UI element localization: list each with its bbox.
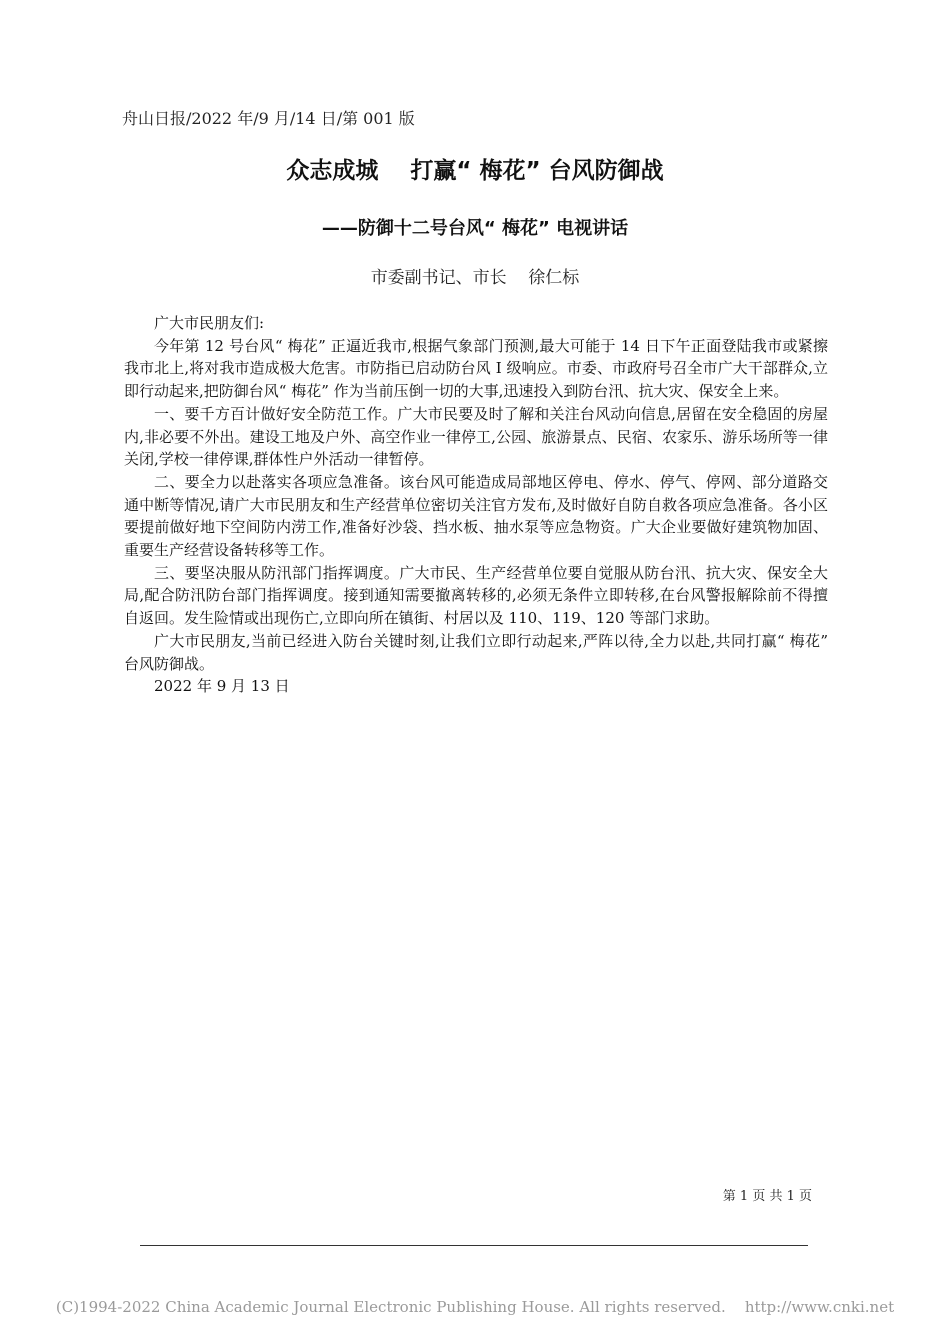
article-body [124,312,828,698]
article-author: 市委副书记、市长 徐仁标 [370,268,580,288]
copyright-notice: (C)1994-2022 China Academic Journal Electronic Publishing House. All rights reserved. http://www.cnki.net [55,1298,895,1316]
body-paragraph: 二、要全力以赴落实各项应急准备。该台风可能造成局部地区停电、停水、停气、停网、部分道路交通中断等情况,请广大市民朋友和生产经营单位密切关注官方发布,及时做好自防自救各项应急准备。各小区要提前做好地下空间防内涝工作,准备好沙袋、挡水板、抽水泵等应急物资。广大企业要做好建筑物加固、重要生产经营设备转移等工作。 [124,472,828,560]
footer-divider [140,1245,808,1246]
article-title: 众志成城 打赢“ 梅花” 台风防御战 [286,158,664,184]
source-line: 舟山日报/2022 年/9 月/14 日/第 001 版 [122,109,415,128]
body-paragraph: 今年第 12 号台风“ 梅花” 正逼近我市,根据气象部门预测,最大可能于 14 日下午正面登陆我市或紧擦我市北上,将对我市造成极大危害。市防指已启动防台风 I 级响应。市委、市政府号召全市广大干部群众,立即行动起来,把防御台风“ 梅花” 作为当前压倒一切的大事,迅速投入到防台汛、抗大灾、保安全上来。 [124,336,828,401]
page-number: 第 1 页 共 1 页 [722,1189,812,1204]
body-paragraph: 一、要千方百计做好安全防范工作。广大市民要及时了解和关注台风动向信息,居留在安全稳固的房屋内,非必要不外出。建设工地及户外、高空作业一律停工,公园、旅游景点、民宿、农家乐、游乐场所等一律关闭,学校一律停课,群体性户外活动一律暂停。 [124,404,828,469]
body-paragraph: 广大市民朋友,当前已经进入防台关键时刻,让我们立即行动起来,严阵以待,全力以赴,共同打赢“ 梅花” 台风防御战。 [124,631,828,673]
salutation: 广大市民朋友们: [154,314,265,332]
body-paragraph: 三、要坚决服从防汛部门指挥调度。广大市民、生产经营单位要自觉服从防台汛、抗大灾、保安全大局,配合防汛防台部门指挥调度。接到通知需要撤离转移的,必须无条件立即转移,在台风警报解除前不得擅自返回。发生险情或出现伤亡,立即向所在镇街、村居以及 110、119、120 等部门求助。 [124,563,828,628]
article-subtitle: ——防御十二号台风“ 梅花” 电视讲话 [321,218,629,239]
article-date: 2022 年 9 月 13 日 [154,677,290,696]
